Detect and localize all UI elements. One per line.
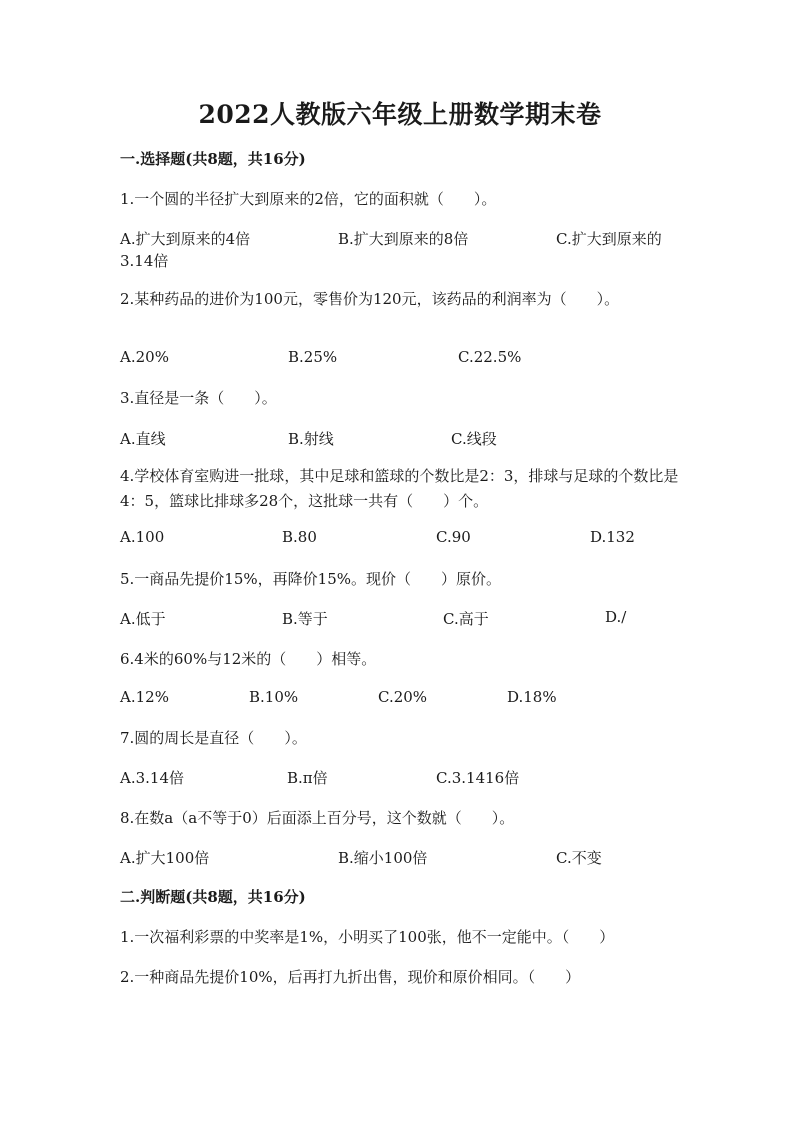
judgment-question-2: 2.一种商品先提价10%，后再打九折出售，现价和原价相同。（ ） <box>120 968 581 986</box>
question-4-option-b: B.80 <box>282 528 317 546</box>
section-heading-true-false: 二.判断题(共8题，共16分) <box>120 888 306 906</box>
question-5-option-b: B.等于 <box>282 610 328 628</box>
exam-title: 2022人教版六年级上册数学期末卷 <box>198 100 602 129</box>
question-7-option-a: A.3.14倍 <box>120 769 184 787</box>
question-8: 8.在数a（a不等于0）后面添上百分号，这个数就（ ）。 <box>120 809 515 827</box>
judgment-question-1: 1.一次福利彩票的中奖率是1%，小明买了100张，他不一定能中。（ ） <box>120 928 615 946</box>
question-6-option-c: C.20% <box>378 688 428 706</box>
question-5: 5.一商品先提价15%，再降价15%。现价（ ）原价。 <box>120 570 501 588</box>
question-1-option-c-continued: 3.14倍 <box>120 252 169 270</box>
question-7-option-b: B.π倍 <box>287 769 328 787</box>
question-2-option-b: B.25% <box>288 348 338 366</box>
section-heading-multiple-choice: 一.选择题(共8题，共16分) <box>120 150 306 168</box>
question-1-option-a: A.扩大到原来的4倍 <box>120 230 251 248</box>
question-7-option-c: C.3.1416倍 <box>436 769 520 787</box>
question-4-option-a: A.100 <box>120 528 165 546</box>
question-7: 7.圆的周长是直径（ ）。 <box>120 729 307 747</box>
question-6-option-a: A.12% <box>120 688 169 706</box>
question-3-option-a: A.直线 <box>120 430 166 448</box>
question-8-option-a: A.扩大100倍 <box>120 849 210 867</box>
question-4-option-d: D.132 <box>590 528 635 546</box>
question-1-option-c: C.扩大到原来的 <box>556 230 662 248</box>
question-3-option-c: C.线段 <box>451 430 497 448</box>
question-5-option-a: A.低于 <box>120 610 166 628</box>
question-4-option-c: C.90 <box>436 528 471 546</box>
question-3-option-b: B.射线 <box>288 430 334 448</box>
question-1-option-b: B.扩大到原来的8倍 <box>338 230 469 248</box>
question-2-option-c: C.22.5% <box>458 348 522 366</box>
question-6: 6.4米的60%与12米的（ ）相等。 <box>120 650 377 668</box>
question-3: 3.直径是一条（ ）。 <box>120 389 277 407</box>
question-8-option-c: C.不变 <box>556 849 602 867</box>
question-5-option-c: C.高于 <box>443 610 489 628</box>
question-5-option-d: D./ <box>605 608 627 626</box>
question-1: 1.一个圆的半径扩大到原来的2倍，它的面积就（ ）。 <box>120 190 497 208</box>
question-2: 2.某种药品的进价为100元，零售价为120元，该药品的利润率为（ ）。 <box>120 290 620 308</box>
question-6-option-b: B.10% <box>249 688 299 706</box>
question-4: 4.学校体育室购进一批球，其中足球和篮球的个数比是2：3，排球与足球的个数比是4：5，篮球比排球多28个，这批球一共有（ ）个。 <box>120 467 679 510</box>
question-2-option-a: A.20% <box>120 348 169 366</box>
question-8-option-b: B.缩小100倍 <box>338 849 428 867</box>
question-6-option-d: D.18% <box>507 688 557 706</box>
